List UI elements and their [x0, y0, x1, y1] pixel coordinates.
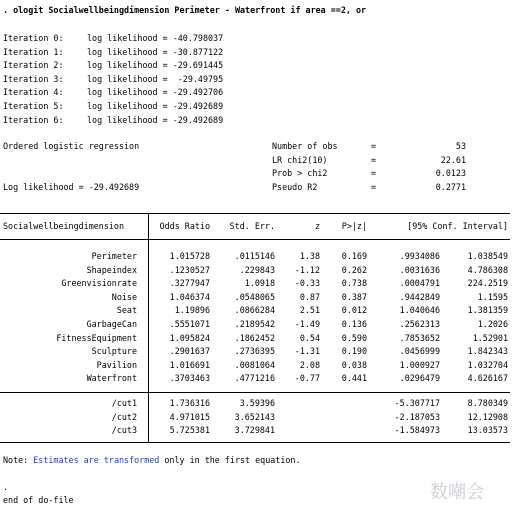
cutpoint-label: /cut1	[111, 398, 137, 408]
table-cell: -1.12	[294, 264, 320, 275]
table-cell: 1.032704	[467, 359, 508, 370]
table-cell: 4.786308	[467, 264, 508, 275]
table-cell: 0.136	[341, 319, 367, 329]
table-cell: 1.1595	[477, 291, 508, 302]
table-cell: .1230527	[169, 264, 210, 275]
stat-equals: =	[371, 181, 377, 192]
header-odds-ratio: Odds Ratio	[159, 221, 210, 231]
table-top-rule	[0, 213, 510, 214]
header-std-err: Std. Err.	[229, 221, 275, 231]
table-cell: .9934086	[399, 251, 440, 261]
table-cell: .2562313	[399, 319, 440, 329]
table-cell: 1.000927	[399, 359, 440, 370]
table-cell: 224.2519	[467, 278, 508, 289]
iteration-label: Iteration 1:	[3, 46, 64, 57]
table-cell: -1.31	[294, 346, 320, 357]
table-cell: .0081064	[234, 359, 275, 370]
table-cell: 1.016691	[169, 359, 210, 370]
iteration-label: Iteration 4:	[3, 87, 64, 98]
cutpoint-label: /cut3	[111, 425, 137, 436]
cutpoint-cell: 5.725381	[169, 425, 210, 436]
command-line: . ologit Socialwellbeingdimension Perimeter - Waterfront if area ==2, or	[3, 5, 367, 15]
iteration-label: Iteration 2:	[3, 60, 64, 71]
table-row-label: FitnessEquipment	[56, 332, 137, 343]
stat-value: 0.2771	[435, 181, 466, 192]
table-cell: 0.441	[341, 373, 367, 384]
final-log-likelihood: Log likelihood = -29.492689	[3, 182, 140, 192]
table-cell: 2.08	[299, 359, 320, 370]
table-cut-rule	[0, 392, 510, 393]
table-cell: .2901637	[169, 346, 210, 357]
table-cell: 1.0918	[244, 278, 275, 289]
table-row-label: Waterfront	[86, 373, 137, 384]
iteration-value: log likelihood = -29.492689	[87, 114, 224, 125]
stat-label: Prob > chi2	[272, 168, 328, 179]
table-row-label: Noise	[111, 291, 137, 302]
table-cell: 1.038549	[467, 251, 508, 261]
cutpoint-cell: 3.729841	[234, 425, 275, 436]
table-cell: 0.190	[341, 346, 367, 357]
table-cell: .2189542	[234, 319, 275, 329]
watermark-logo: 数嘲会	[430, 482, 484, 503]
header-p: P>|z|	[341, 221, 367, 231]
stat-equals: =	[371, 168, 377, 179]
table-row-label: Pavilion	[96, 359, 137, 370]
table-cell: .0296479	[399, 373, 440, 384]
iteration-label: Iteration 5:	[3, 101, 64, 111]
table-cell: .3277947	[169, 278, 210, 289]
table-row-label: Seat	[116, 305, 137, 316]
cutpoint-cell: -5.307717	[394, 398, 440, 408]
table-cell: .7853652	[399, 332, 440, 343]
table-cell: 0.012	[341, 305, 367, 316]
table-cell: 2.51	[299, 305, 320, 316]
stat-value: 53	[455, 141, 466, 151]
iteration-label: Iteration 6:	[3, 114, 64, 125]
table-cell: 0.169	[341, 251, 367, 261]
table-cell: 1.52901	[472, 332, 508, 343]
table-header-rule	[0, 239, 510, 240]
cutpoint-cell: 13.03573	[467, 425, 508, 436]
table-cell: -1.49	[294, 319, 320, 329]
cutpoint-cell: 8.780349	[467, 398, 508, 408]
stat-equals: =	[371, 154, 377, 165]
cutpoint-cell: 3.652143	[234, 411, 275, 422]
table-cell: 1.2026	[477, 319, 508, 329]
cutpoint-cell: 4.971015	[169, 411, 210, 422]
table-cell: .1862452	[234, 332, 275, 343]
header-conf-interval: [95% Conf. Interval]	[407, 221, 508, 231]
table-cell: .0031636	[399, 264, 440, 275]
iteration-label: Iteration 3:	[3, 73, 64, 84]
table-cell: 1.040646	[399, 305, 440, 316]
cutpoint-cell: 1.736316	[169, 398, 210, 408]
table-cell: .9442849	[399, 291, 440, 302]
table-cell: .0115146	[234, 251, 275, 261]
table-cell: 0.54	[299, 332, 320, 343]
cutpoint-cell: -2.187053	[394, 411, 440, 422]
table-cell: 0.87	[299, 291, 320, 302]
stat-label: Pseudo R2	[272, 181, 318, 192]
model-title: Ordered logistic regression	[3, 141, 140, 151]
table-cell: 1.381359	[467, 305, 508, 316]
iteration-label: Iteration 0:	[3, 33, 64, 43]
table-cell: .4771216	[234, 373, 275, 384]
table-cell: 4.626167	[467, 373, 508, 384]
table-cell: 1.015728	[169, 251, 210, 261]
table-cell: 1.38	[299, 251, 320, 261]
table-row-label: Greenvisionrate	[61, 278, 137, 289]
header-z: z	[314, 221, 320, 231]
table-cell: .0004791	[399, 278, 440, 289]
prompt-dot: .	[3, 482, 9, 492]
iteration-value: log likelihood = -30.877122	[87, 46, 224, 57]
table-cell: .2736395	[234, 346, 275, 357]
table-cell: .3703463	[169, 373, 210, 384]
table-cell: -0.33	[294, 278, 320, 289]
table-cell: 1.842343	[467, 346, 508, 357]
table-row-label: Sculpture	[91, 346, 137, 357]
table-row-label: GarbageCan	[86, 319, 137, 329]
table-cell: -0.77	[294, 373, 320, 384]
table-cell: 1.095824	[169, 332, 210, 343]
cutpoint-cell: 12.12908	[467, 411, 508, 422]
table-cell: .0548065	[234, 291, 275, 302]
note-line	[3, 455, 301, 466]
stat-value: 0.0123	[435, 168, 466, 179]
table-cell: .229843	[239, 264, 275, 275]
table-row-label: Perimeter	[91, 251, 137, 261]
table-cell: 0.387	[341, 291, 367, 302]
iteration-value: log likelihood = -29.49795	[87, 73, 224, 84]
stat-label: LR chi2(10)	[272, 154, 328, 165]
table-cell: 0.590	[341, 332, 367, 343]
iteration-value: log likelihood = -29.691445	[87, 60, 224, 71]
note-prefix: Note:	[3, 455, 34, 465]
cutpoint-cell: 3.59396	[239, 398, 275, 408]
table-cell: 0.262	[341, 264, 367, 275]
iteration-value: log likelihood = -29.492706	[87, 87, 224, 98]
note-link[interactable]: Estimates are transformed	[33, 455, 160, 465]
table-row-label: Shapeindex	[86, 264, 137, 275]
table-cell: .5551071	[169, 319, 210, 329]
header-depvar: Socialwellbeingdimension	[3, 221, 125, 231]
table-cell: 0.038	[341, 359, 367, 370]
iteration-value: log likelihood = -29.492689	[87, 101, 224, 111]
iteration-value: log likelihood = -40.798037	[87, 33, 224, 43]
table-cell: 1.046374	[169, 291, 210, 302]
table-cell: 1.19896	[174, 305, 210, 316]
stat-label: Number of obs	[272, 141, 338, 151]
cutpoint-label: /cut2	[111, 411, 137, 422]
note-suffix: only in the first equation.	[159, 455, 301, 465]
stat-equals: =	[371, 141, 377, 151]
cutpoint-cell: -1.584973	[394, 425, 440, 436]
table-cell: .0866284	[234, 305, 275, 316]
table-bottom-rule	[0, 442, 510, 443]
table-cell: 0.738	[341, 278, 367, 289]
stat-value: 22.61	[440, 154, 466, 165]
end-of-do-file: end of do-file	[3, 495, 74, 505]
table-cell: .0456999	[399, 346, 440, 357]
